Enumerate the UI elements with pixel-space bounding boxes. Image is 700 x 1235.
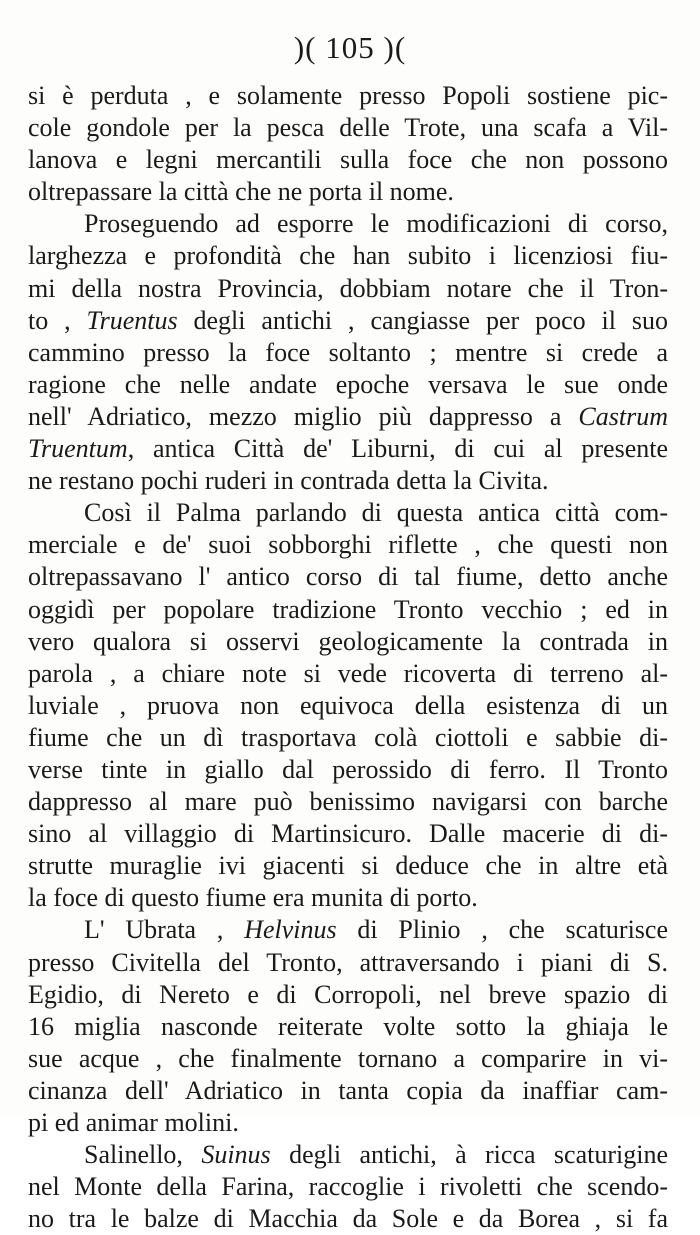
text-line	[28, 947, 668, 979]
text-line	[28, 240, 668, 272]
text-run: di Plinio , che scaturisce	[336, 915, 669, 945]
text-run: cammino presso la foce soltanto ; mentre si crede a	[28, 337, 668, 367]
italic-term: Truentum	[28, 434, 128, 464]
text-line	[28, 465, 668, 497]
text-line	[28, 626, 668, 658]
text-line	[28, 369, 668, 401]
text-run: nel Monte della Farina, raccoglie i rivoletti che scendo-	[28, 1172, 668, 1202]
italic-term: Suinus	[201, 1140, 271, 1170]
text-line	[28, 914, 668, 946]
text-run: presso Civitella del Tronto, attraversando i piani di S.	[28, 947, 668, 977]
text-run: , antica Città de' Liburni, di cui al presente	[127, 434, 668, 464]
text-line	[28, 112, 668, 144]
text-line	[28, 401, 668, 433]
text-run: to ,	[28, 305, 87, 335]
italic-term: Truentus	[86, 305, 178, 335]
text-run: oltrepassavano l' antico corso di tal fiume, detto anche	[28, 562, 668, 592]
text-run: no tra le balze di Macchia da Sole e da Borea , si fa	[28, 1204, 668, 1234]
italic-term: Helvinus	[244, 915, 337, 945]
text-line	[28, 305, 668, 337]
text-line	[28, 561, 668, 593]
text-line	[28, 176, 668, 208]
text-line	[28, 658, 668, 690]
page-number-header: )( 105 )(	[293, 30, 407, 65]
text-run: nell' Adriatico, mezzo miglio più dappresso a	[28, 401, 579, 431]
text-run: la foce di questo fiume era munita di porto.	[28, 883, 478, 913]
text-line	[28, 1075, 668, 1107]
text-run: parola , a chiare note si vede ricoverta di terreno al-	[28, 658, 668, 688]
text-run: strutte muraglie ivi giacenti si deduce che in altre età	[28, 851, 668, 881]
text-line	[28, 1139, 668, 1171]
text-line	[28, 1107, 668, 1139]
text-run: merciale e de' suoi sobborghi riflette , che questi non	[28, 530, 668, 560]
text-run: sino al villaggio di Martinsicuro. Dalle macerie di di-	[28, 819, 668, 849]
text-run: ne restano pochi ruderi in contrada detta la Civita.	[28, 466, 549, 496]
text-run: pi ed animar molini.	[28, 1108, 239, 1137]
text-run: L' Ubrata ,	[84, 915, 245, 945]
text-line	[28, 337, 668, 369]
text-run: Salinello,	[84, 1140, 202, 1170]
text-line	[28, 273, 668, 305]
text-run: 16 miglia nasconde reiterate volte sotto la ghiaja le	[28, 1011, 668, 1041]
text-line	[28, 818, 668, 850]
text-line	[28, 979, 668, 1011]
text-run: mi della nostra Provincia, dobbiam notare che il Tron-	[28, 273, 668, 303]
text-run: cinanza dell' Adriatico in tanta copia da inaffiar cam-	[28, 1075, 668, 1105]
body-text	[28, 80, 668, 1235]
text-run: ragione che nelle andate epoche versava le sue onde	[28, 369, 668, 399]
text-run: oggidì per popolare tradizione Tronto vecchio ; ed in	[28, 594, 668, 624]
text-run: larghezza e profondità che han subito i licenziosi fiu-	[28, 241, 668, 271]
text-run: lanova e legni mercantili sulla foce che non possono	[28, 145, 668, 175]
text-line	[28, 529, 668, 561]
text-line	[28, 1171, 668, 1203]
text-line	[28, 722, 668, 754]
text-run: degli antichi , cangiasse per poco il suo	[177, 305, 668, 335]
text-run: si è perduta , e solamente presso Popoli sostiene pic-	[28, 81, 668, 110]
text-run: fiume che un dì trasportava colà ciottoli e sabbie di-	[28, 722, 668, 752]
text-line	[28, 497, 668, 529]
text-line	[28, 208, 668, 240]
text-line	[28, 754, 668, 786]
text-run: cole gondole per la pesca delle Trote, una scafa a Vil-	[28, 113, 668, 143]
text-run: verse tinte in giallo dal perossido di ferro. Il Tronto	[28, 754, 668, 784]
text-run: oltrepassare la città che ne porta il nome.	[28, 177, 454, 207]
text-run: dappresso al mare può benissimo navigarsi con barche	[28, 787, 668, 817]
text-line	[28, 433, 668, 465]
text-run: vero qualora si osservi geologicamente la contrada in	[28, 626, 668, 656]
text-line	[28, 594, 668, 626]
text-run: Egidio, di Nereto e di Corropoli, nel breve spazio di	[28, 979, 668, 1009]
text-line	[28, 1011, 668, 1043]
text-run: degli antichi, à ricca scaturigine	[270, 1140, 668, 1170]
text-line	[28, 1043, 668, 1075]
text-line	[28, 80, 668, 112]
text-line	[28, 786, 668, 818]
text-line	[28, 1203, 668, 1235]
text-line	[28, 882, 668, 914]
italic-term: Castrum	[578, 401, 668, 431]
text-line	[28, 144, 668, 176]
text-run: luviale , pruova non equivoca della esistenza di un	[28, 690, 668, 720]
text-run: Proseguendo ad esporre le modificazioni di corso,	[84, 209, 668, 239]
text-run: Così il Palma parlando di questa antica città com-	[84, 498, 668, 528]
text-line	[28, 690, 668, 722]
text-line	[28, 850, 668, 882]
text-run: sue acque , che finalmente tornano a comparire in vi-	[28, 1043, 668, 1073]
